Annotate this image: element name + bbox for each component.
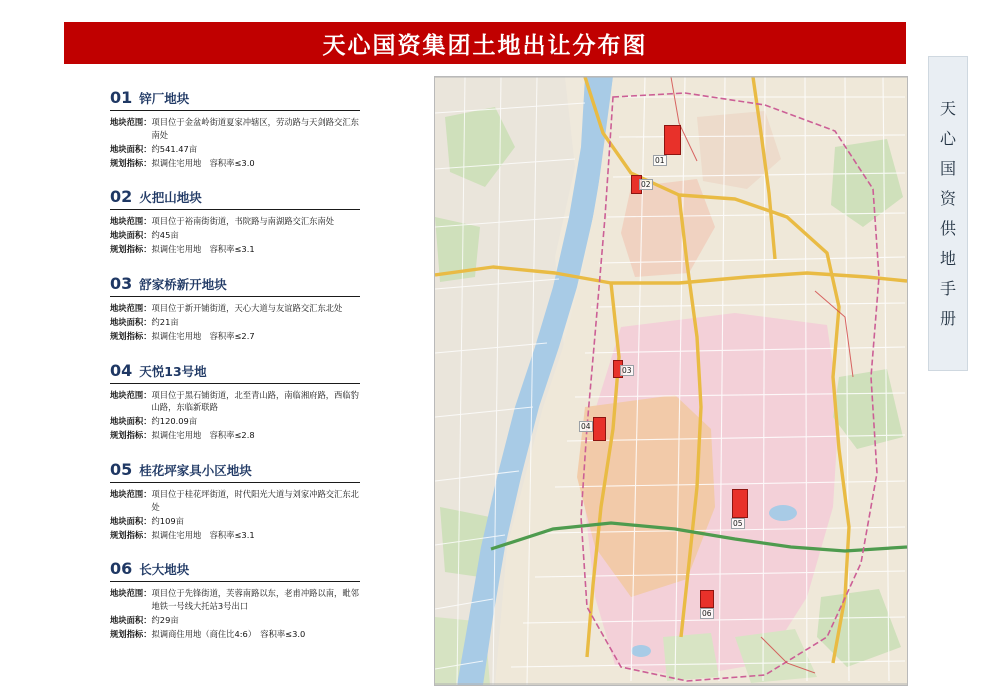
parcel-item-02[interactable]: [110, 187, 360, 256]
parcel-area-row: [110, 415, 360, 428]
parcel-scope-label: 地块范围：: [110, 216, 152, 227]
parcel-index-label: 规划指标：: [110, 330, 152, 341]
parcel-item-05[interactable]: [110, 460, 360, 541]
parcel-index-row: [110, 628, 360, 641]
parcel-number: 04: [110, 360, 133, 380]
parcel-header: [110, 88, 360, 111]
parcel-scope-value: 项目位于裕南街街道，书院路与南湖路交汇东南处: [151, 216, 335, 227]
parcel-area-value: 约29亩: [151, 615, 179, 626]
parcel-number: 01: [110, 88, 133, 107]
parcel-details: [110, 389, 360, 442]
side-tab-char: 资: [939, 188, 956, 208]
parcel-area-value: 约21亩: [151, 316, 179, 327]
parcel-index-value: 拟调商住用地（商住比4:6） 容积率≤3.0: [151, 629, 306, 640]
parcel-number: 06: [110, 559, 133, 579]
parcel-index-value: 拟调住宅用地 容积率≤2.7: [151, 330, 255, 341]
parcel-area-row: [110, 614, 360, 627]
parcel-header: [110, 559, 360, 582]
parcel-index-label: 规划指标：: [110, 629, 152, 640]
parcel-item-04[interactable]: [110, 361, 360, 442]
parcel-area-row: [110, 515, 360, 528]
parcel-index-value: 拟调住宅用地 容积率≤3.1: [151, 529, 255, 540]
parcel-scope-label: 地块范围：: [110, 588, 152, 599]
parcel-header: [110, 361, 360, 384]
map-marker-06[interactable]: [700, 590, 714, 608]
map-marker-label-05: 05: [733, 519, 743, 528]
parcel-item-06[interactable]: [110, 559, 360, 640]
parcel-name: 桂花坪家具小区地块: [139, 463, 252, 479]
page-title-bar: [64, 22, 906, 64]
parcel-index-row: [110, 429, 360, 442]
parcel-scope-value: 项目位于黑石铺街道，北至青山路，南临湘府路，西临豹山路，东临新联路: [151, 389, 359, 413]
parcel-index-label: 规划指标：: [110, 244, 152, 255]
map-marker-01[interactable]: [664, 125, 681, 155]
parcel-area-label: 地块面积：: [110, 515, 152, 526]
parcel-list: [110, 88, 360, 659]
side-tab-handbook[interactable]: [928, 56, 968, 371]
parcel-name: 舒家桥新开地块: [139, 277, 227, 293]
parcel-number: 05: [110, 460, 133, 480]
parcel-index-row: [110, 157, 360, 170]
side-tab-char: 供: [939, 218, 956, 238]
parcel-scope-row: [110, 488, 360, 514]
parcel-area-label: 地块面积：: [110, 143, 152, 154]
parcel-number: 03: [110, 274, 133, 294]
parcel-name: 天悦13号地: [139, 363, 207, 379]
parcel-area-value: 约45亩: [151, 230, 179, 241]
parcel-index-label: 规划指标：: [110, 430, 152, 441]
side-tab-char: 心: [939, 128, 956, 148]
map-base-layer: [435, 77, 907, 685]
parcel-scope-value: 项目位于新开铺街道，天心大道与友谊路交汇东北处: [151, 303, 343, 314]
parcel-index-value: 拟调住宅用地 容积率≤2.8: [151, 430, 255, 441]
side-tab-char: 国: [939, 158, 956, 178]
side-tab-char: 地: [939, 248, 956, 268]
parcel-scope-row: [110, 302, 360, 315]
parcel-scope-row: [110, 215, 360, 228]
parcel-index-label: 规划指标：: [110, 157, 152, 168]
parcel-area-value: 约120.09亩: [151, 416, 198, 427]
parcel-scope-row: [110, 587, 360, 613]
map-marker-04[interactable]: [593, 417, 606, 441]
parcel-area-label: 地块面积：: [110, 316, 152, 327]
parcel-area-label: 地块面积：: [110, 615, 152, 626]
map-marker-05[interactable]: [732, 489, 748, 518]
parcel-area-row: [110, 143, 360, 156]
parcel-item-03[interactable]: [110, 274, 360, 343]
parcel-scope-value: 项目位于金盆岭街道夏家冲辖区，劳动路与天剑路交汇东南处: [151, 117, 359, 140]
parcel-scope-row: [110, 389, 360, 415]
parcel-scope-label: 地块范围：: [110, 389, 152, 400]
parcel-index-row: [110, 529, 360, 542]
parcel-area-row: [110, 316, 360, 329]
parcel-area-row: [110, 229, 360, 242]
parcel-scope-value: 项目位于先锋街道，芙蓉南路以东，老甫冲路以南，毗邻地铁一号线大托站3号出口: [151, 588, 359, 612]
parcel-header: [110, 187, 360, 210]
parcel-scope-value: 项目位于桂花坪街道，时代阳光大道与刘家冲路交汇东北处: [151, 489, 359, 512]
parcel-index-label: 规划指标：: [110, 529, 152, 540]
parcel-details: [110, 587, 360, 640]
side-tab-char: 手: [939, 278, 956, 298]
map-marker-label-02: 02: [641, 180, 651, 189]
parcel-details: [110, 488, 360, 541]
parcel-number: 02: [110, 187, 133, 207]
parcel-area-label: 地块面积：: [110, 230, 152, 241]
parcel-area-value: 约109亩: [151, 515, 184, 526]
map-marker-label-01: 01: [655, 156, 665, 165]
parcel-header: [110, 274, 360, 297]
parcel-scope-label: 地块范围：: [110, 489, 152, 500]
parcel-scope-label: 地块范围：: [110, 117, 152, 127]
map-marker-label-06: 06: [702, 609, 712, 618]
parcel-scope-label: 地块范围：: [110, 303, 152, 314]
parcel-details: [110, 116, 360, 169]
parcel-name: 长大地块: [139, 562, 190, 578]
parcel-name: 火把山地块: [139, 190, 202, 206]
parcel-index-value: 拟调住宅用地 容积率≤3.0: [151, 157, 255, 168]
parcel-item-01[interactable]: [110, 88, 360, 169]
parcel-scope-row: [110, 116, 360, 142]
map-canvas[interactable]: [435, 77, 907, 685]
map-frame[interactable]: [434, 76, 908, 686]
parcel-details: [110, 302, 360, 343]
parcel-area-value: 约541.47亩: [151, 143, 198, 154]
parcel-area-label: 地块面积：: [110, 416, 152, 427]
map-marker-label-04: 04: [581, 422, 591, 431]
parcel-name: 锌厂地块: [139, 91, 190, 106]
parcel-index-row: [110, 243, 360, 256]
parcel-header: [110, 460, 360, 483]
page-title: 天心国资集团土地出让分布图: [322, 32, 648, 59]
side-tab-char: 天: [939, 98, 956, 118]
parcel-index-value: 拟调住宅用地 容积率≤3.1: [151, 244, 255, 255]
parcel-index-row: [110, 330, 360, 343]
parcel-details: [110, 215, 360, 256]
side-tab-char: 册: [939, 308, 956, 328]
map-marker-label-03: 03: [622, 366, 632, 375]
